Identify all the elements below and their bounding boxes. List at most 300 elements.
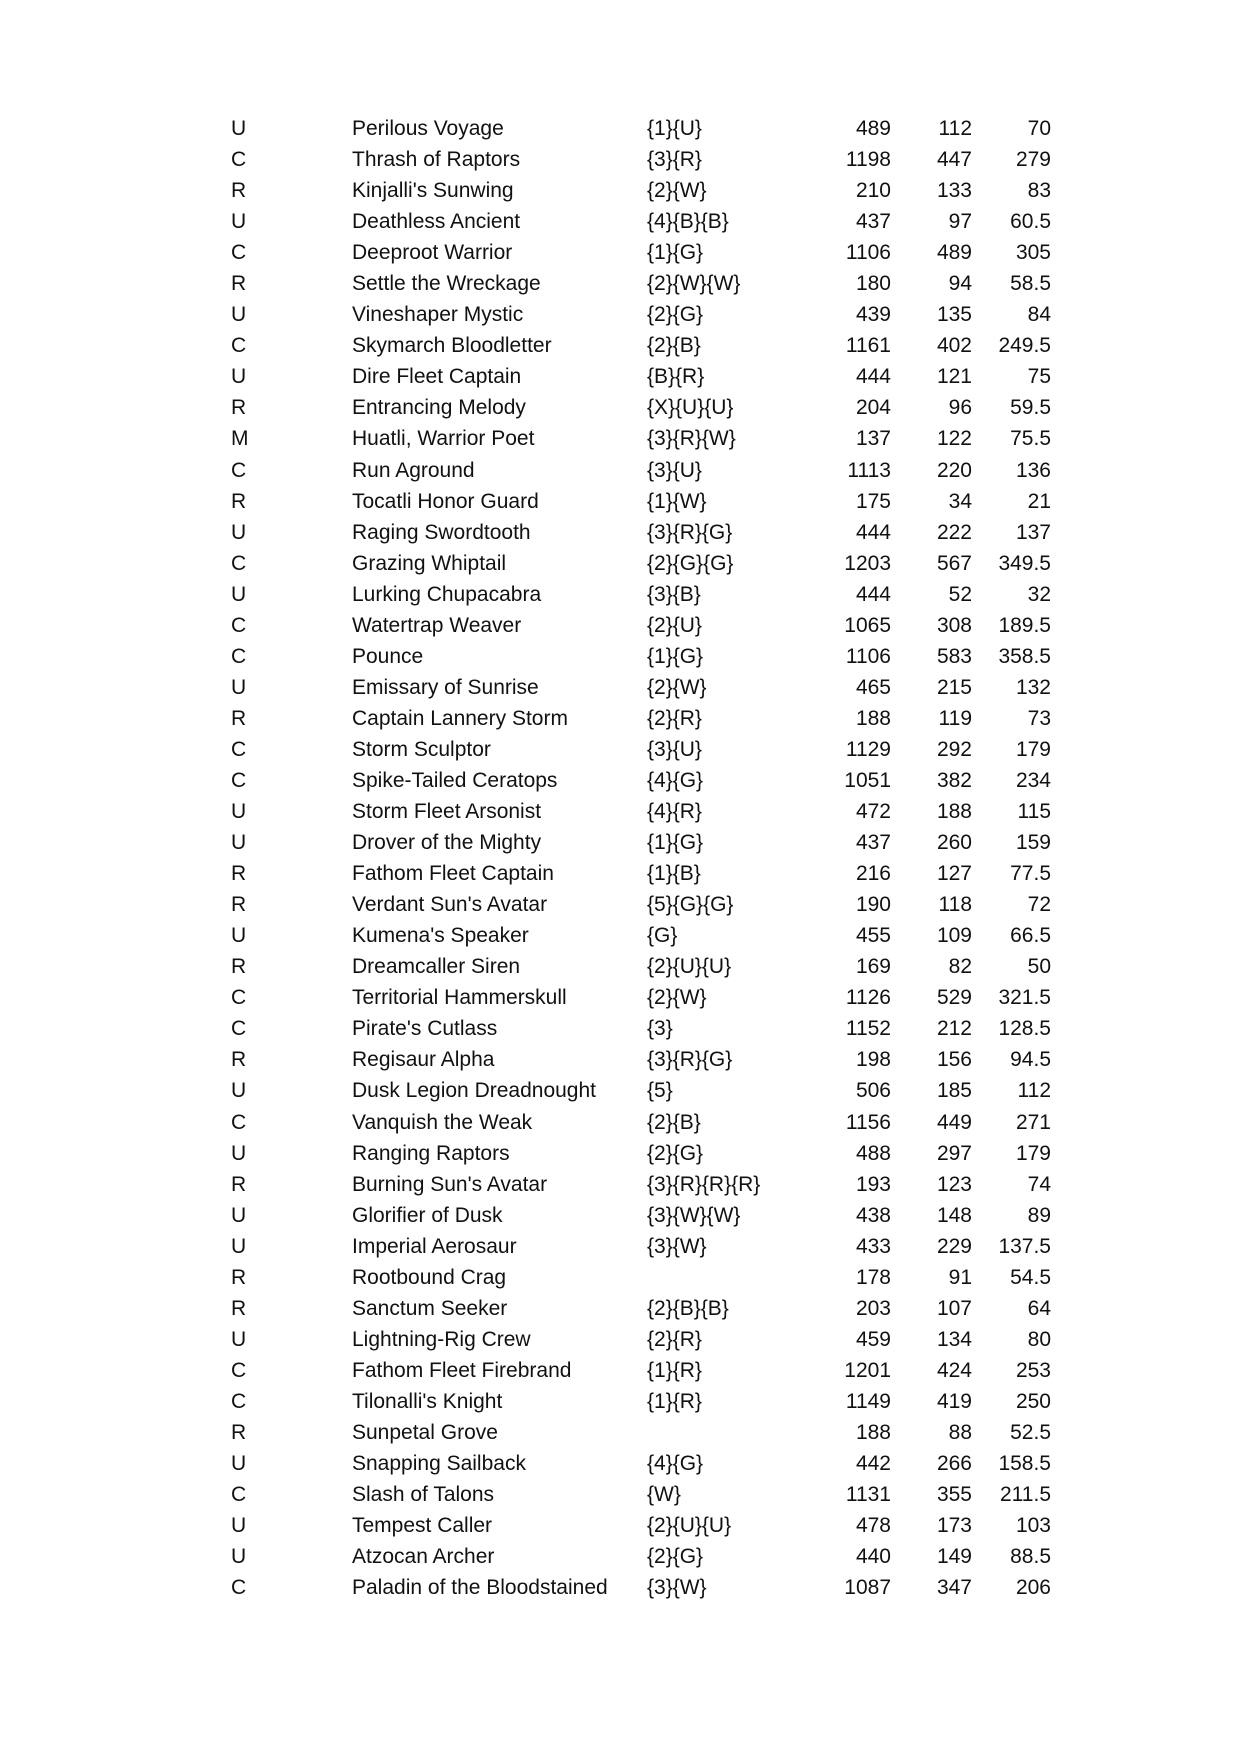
count-cell: 188 [855, 1420, 891, 1444]
score-cell: 402 [936, 334, 972, 358]
count-cell: 198 [855, 1048, 891, 1072]
rarity-cell: U [231, 365, 247, 389]
value-cell: 58.5 [1010, 272, 1051, 296]
score-cell: 133 [936, 179, 972, 203]
score-cell: 156 [936, 1048, 972, 1072]
value-cell: 128.5 [998, 1017, 1051, 1041]
rarity-cell: U [231, 117, 247, 140]
rarity-cell: U [231, 210, 247, 234]
score-cell: 127 [936, 862, 972, 886]
value-cell: 250 [1015, 1389, 1051, 1413]
count-cell: 1156 [845, 1110, 891, 1134]
count-cell: 1065 [844, 613, 891, 637]
score-cell: 96 [948, 396, 972, 420]
rarity-cell: U [231, 1514, 247, 1538]
card-name-cell: Vineshaper Mystic [352, 303, 524, 327]
score-cell: 260 [936, 831, 972, 855]
count-cell: 169 [855, 955, 891, 979]
value-cell: 189.5 [998, 613, 1051, 637]
card-name-cell: Fathom Fleet Captain [352, 862, 554, 886]
mana-cost-cell: {2}{G} [647, 1545, 704, 1569]
value-cell: 94.5 [1010, 1048, 1051, 1072]
count-cell: 1106 [845, 241, 891, 265]
value-cell: 137.5 [998, 1234, 1051, 1258]
rarity-cell: C [231, 1358, 247, 1382]
value-cell: 179 [1015, 737, 1051, 761]
value-cell: 52.5 [1010, 1420, 1051, 1444]
score-cell: 292 [936, 737, 972, 761]
table-row [0, 610, 1241, 641]
score-cell: 583 [936, 644, 972, 668]
card-name-cell: Dire Fleet Captain [352, 365, 522, 389]
value-cell: 70 [1027, 117, 1051, 140]
table-row [0, 734, 1241, 765]
score-cell: 149 [936, 1545, 972, 1569]
rarity-cell: M [231, 427, 249, 451]
count-cell: 433 [855, 1234, 891, 1258]
value-cell: 64 [1027, 1296, 1051, 1320]
rarity-cell: U [231, 1234, 247, 1258]
card-name-cell: Entrancing Melody [352, 396, 526, 420]
table-row [0, 765, 1241, 796]
score-cell: 419 [936, 1389, 972, 1413]
count-cell: 190 [855, 893, 891, 917]
card-name-cell: Pirate's Cutlass [352, 1017, 498, 1041]
score-cell: 220 [936, 458, 972, 482]
count-cell: 203 [855, 1296, 891, 1320]
table-row [0, 951, 1241, 982]
count-cell: 489 [855, 117, 891, 140]
value-cell: 159 [1015, 831, 1051, 855]
rarity-cell: R [231, 1172, 247, 1196]
table-row [0, 330, 1241, 361]
rarity-cell: U [231, 582, 247, 606]
table-row [0, 1200, 1241, 1231]
table-row [0, 1107, 1241, 1138]
score-cell: 188 [936, 800, 972, 824]
card-name-cell: Verdant Sun's Avatar [352, 893, 548, 917]
value-cell: 77.5 [1010, 862, 1051, 886]
value-cell: 32 [1027, 582, 1051, 606]
table-row [0, 206, 1241, 237]
table-row [0, 858, 1241, 889]
rarity-cell: R [231, 706, 247, 730]
table-row [0, 486, 1241, 517]
score-cell: 215 [936, 675, 972, 699]
count-cell: 204 [855, 396, 891, 420]
table-row [0, 1262, 1241, 1293]
mana-cost-cell: {2}{U}{U} [647, 955, 732, 979]
value-cell: 80 [1027, 1327, 1051, 1351]
value-cell: 271 [1015, 1110, 1051, 1134]
card-name-cell: Tempest Caller [352, 1514, 493, 1538]
value-cell: 74 [1027, 1172, 1051, 1196]
card-name-cell: Lurking Chupacabra [352, 582, 542, 606]
table-row [0, 889, 1241, 920]
count-cell: 1152 [845, 1017, 891, 1041]
score-cell: 489 [936, 241, 972, 265]
count-cell: 472 [855, 800, 891, 824]
score-cell: 266 [936, 1452, 972, 1476]
value-cell: 358.5 [998, 644, 1051, 668]
value-cell: 89 [1027, 1203, 1051, 1227]
mana-cost-cell: {3}{U} [647, 458, 702, 482]
card-name-cell: Paladin of the Bloodstained [352, 1576, 608, 1600]
score-cell: 148 [936, 1203, 972, 1227]
count-cell: 1201 [844, 1358, 891, 1382]
table-row [0, 423, 1241, 454]
rarity-cell: C [231, 986, 247, 1010]
score-cell: 34 [948, 489, 972, 513]
value-cell: 50 [1027, 955, 1051, 979]
value-cell: 137 [1015, 520, 1051, 544]
rarity-cell: U [231, 1141, 247, 1165]
value-cell: 158.5 [998, 1452, 1051, 1476]
card-name-cell: Burning Sun's Avatar [352, 1172, 548, 1196]
mana-cost-cell: {2}{U}{U} [647, 1514, 732, 1538]
count-cell: 1203 [844, 551, 891, 575]
mana-cost-cell: {4}{R} [647, 800, 702, 824]
card-name-cell: Storm Fleet Arsonist [352, 800, 542, 824]
table-row [0, 579, 1241, 610]
count-cell: 478 [855, 1514, 891, 1538]
mana-cost-cell: {3}{W}{W} [647, 1203, 741, 1227]
score-cell: 173 [936, 1514, 972, 1538]
table-row [0, 517, 1241, 548]
value-cell: 321.5 [998, 986, 1051, 1010]
mana-cost-cell: {1}{G} [647, 644, 704, 668]
count-cell: 506 [855, 1079, 891, 1103]
value-cell: 132 [1015, 675, 1051, 699]
value-cell: 84 [1027, 303, 1051, 327]
mana-cost-cell: {2}{U} [647, 613, 702, 637]
rarity-cell: C [231, 334, 247, 358]
rarity-cell: R [231, 179, 247, 203]
card-name-cell: Kumena's Speaker [352, 924, 529, 948]
mana-cost-cell: {2}{W} [647, 675, 707, 699]
value-cell: 253 [1015, 1358, 1051, 1382]
rarity-cell: U [231, 924, 247, 948]
card-name-cell: Glorifier of Dusk [352, 1203, 503, 1227]
score-cell: 355 [936, 1483, 972, 1507]
value-cell: 88.5 [1010, 1545, 1051, 1569]
rarity-cell: C [231, 1110, 247, 1134]
rarity-cell: R [231, 1420, 247, 1444]
card-name-cell: Run Aground [352, 458, 475, 482]
mana-cost-cell: {2}{G} [647, 1141, 704, 1165]
mana-cost-cell: {4}{B}{B} [647, 210, 729, 234]
table-row [0, 1572, 1241, 1603]
value-cell: 72 [1027, 893, 1051, 917]
mana-cost-cell: {2}{B} [647, 1110, 701, 1134]
mana-cost-cell: {3} [647, 1017, 673, 1041]
count-cell: 1106 [845, 644, 891, 668]
mana-cost-cell: {3}{R}{R}{R} [647, 1172, 761, 1196]
card-name-cell: Deathless Ancient [352, 210, 521, 234]
rarity-cell: R [231, 396, 247, 420]
table-row [0, 144, 1241, 175]
card-name-cell: Sunpetal Grove [352, 1420, 498, 1444]
count-cell: 1161 [845, 334, 891, 358]
table-row [0, 361, 1241, 392]
card-table [0, 113, 1241, 1603]
score-cell: 135 [936, 303, 972, 327]
rarity-cell: C [231, 768, 247, 792]
score-cell: 118 [938, 893, 972, 917]
card-name-cell: Rootbound Crag [352, 1265, 507, 1289]
score-cell: 112 [938, 117, 972, 140]
rarity-cell: U [231, 831, 247, 855]
rarity-cell: R [231, 955, 247, 979]
value-cell: 59.5 [1010, 396, 1051, 420]
value-cell: 103 [1015, 1514, 1051, 1538]
score-cell: 449 [936, 1110, 972, 1134]
card-name-cell: Huatli, Warrior Poet [352, 427, 535, 451]
mana-cost-cell: {3}{W} [647, 1234, 707, 1258]
table-row [0, 268, 1241, 299]
score-cell: 567 [936, 551, 972, 575]
rarity-cell: R [231, 893, 247, 917]
card-name-cell: Imperial Aerosaur [352, 1234, 517, 1258]
count-cell: 438 [855, 1203, 891, 1227]
rarity-cell: U [231, 1452, 247, 1476]
count-cell: 437 [855, 210, 891, 234]
score-cell: 88 [948, 1420, 972, 1444]
rarity-cell: C [231, 644, 247, 668]
score-cell: 119 [938, 706, 972, 730]
mana-cost-cell: {1}{B} [647, 862, 701, 886]
table-row [0, 1324, 1241, 1355]
rarity-cell: R [231, 1265, 247, 1289]
value-cell: 75 [1027, 365, 1051, 389]
table-row [0, 1479, 1241, 1510]
mana-cost-cell: {4}{G} [647, 768, 704, 792]
card-name-cell: Lightning-Rig Crew [352, 1327, 531, 1351]
table-row [0, 982, 1241, 1013]
count-cell: 1051 [844, 768, 891, 792]
card-name-cell: Atzocan Archer [352, 1545, 495, 1569]
count-cell: 210 [855, 179, 891, 203]
mana-cost-cell: {G} [647, 924, 678, 948]
card-name-cell: Grazing Whiptail [352, 551, 507, 575]
count-cell: 455 [855, 924, 891, 948]
score-cell: 185 [936, 1079, 972, 1103]
value-cell: 305 [1015, 241, 1051, 265]
table-row [0, 1417, 1241, 1448]
card-name-cell: Storm Sculptor [352, 737, 491, 761]
score-cell: 308 [936, 613, 972, 637]
table-row [0, 113, 1241, 144]
mana-cost-cell: {W} [647, 1483, 681, 1507]
mana-cost-cell: {2}{W}{W} [647, 272, 741, 296]
card-name-cell: Drover of the Mighty [352, 831, 542, 855]
value-cell: 234 [1015, 768, 1051, 792]
count-cell: 175 [855, 489, 891, 513]
score-cell: 297 [936, 1141, 972, 1165]
value-cell: 249.5 [998, 334, 1051, 358]
mana-cost-cell: {2}{W} [647, 986, 707, 1010]
table-row [0, 703, 1241, 734]
table-row [0, 827, 1241, 858]
mana-cost-cell: {3}{R}{W} [647, 427, 736, 451]
card-name-cell: Sanctum Seeker [352, 1296, 508, 1320]
count-cell: 180 [855, 272, 891, 296]
table-row [0, 1386, 1241, 1417]
card-name-cell: Deeproot Warrior [352, 241, 513, 265]
count-cell: 1149 [845, 1389, 891, 1413]
table-row [0, 1169, 1241, 1200]
card-name-cell: Emissary of Sunrise [352, 675, 539, 699]
value-cell: 83 [1027, 179, 1051, 203]
mana-cost-cell: {5}{G}{G} [647, 893, 734, 917]
table-row [0, 1075, 1241, 1106]
mana-cost-cell: {1}{R} [647, 1389, 702, 1413]
rarity-cell: C [231, 737, 247, 761]
score-cell: 123 [936, 1172, 972, 1196]
count-cell: 1131 [845, 1483, 891, 1507]
table-row [0, 920, 1241, 951]
card-name-cell: Kinjalli's Sunwing [352, 179, 514, 203]
score-cell: 529 [936, 986, 972, 1010]
mana-cost-cell: {3}{W} [647, 1576, 707, 1600]
mana-cost-cell: {2}{R} [647, 706, 702, 730]
mana-cost-cell: {2}{B}{B} [647, 1296, 729, 1320]
value-cell: 136 [1015, 458, 1051, 482]
card-name-cell: Tocatli Honor Guard [352, 489, 539, 513]
rarity-cell: C [231, 241, 247, 265]
table-row [0, 455, 1241, 486]
table-row [0, 392, 1241, 423]
card-name-cell: Thrash of Raptors [352, 148, 521, 172]
value-cell: 73 [1027, 706, 1051, 730]
value-cell: 66.5 [1010, 924, 1051, 948]
value-cell: 115 [1017, 800, 1051, 824]
card-name-cell: Vanquish the Weak [352, 1110, 533, 1134]
score-cell: 97 [948, 210, 972, 234]
rarity-cell: C [231, 148, 247, 172]
count-cell: 178 [855, 1265, 891, 1289]
score-cell: 82 [948, 955, 972, 979]
table-row [0, 299, 1241, 330]
card-name-cell: Raging Swordtooth [352, 520, 531, 544]
mana-cost-cell: {3}{U} [647, 737, 702, 761]
table-row [0, 1013, 1241, 1044]
card-name-cell: Spike-Tailed Ceratops [352, 768, 558, 792]
value-cell: 112 [1017, 1079, 1051, 1103]
mana-cost-cell: {B}{R} [647, 365, 705, 389]
count-cell: 444 [855, 520, 891, 544]
score-cell: 424 [936, 1358, 972, 1382]
rarity-cell: R [231, 1296, 247, 1320]
rarity-cell: R [231, 489, 247, 513]
table-row [0, 237, 1241, 268]
count-cell: 1113 [847, 458, 891, 482]
score-cell: 91 [948, 1265, 972, 1289]
count-cell: 459 [855, 1327, 891, 1351]
rarity-cell: U [231, 1545, 247, 1569]
mana-cost-cell: {2}{R} [647, 1327, 702, 1351]
count-cell: 444 [855, 582, 891, 606]
card-name-cell: Perilous Voyage [352, 117, 504, 140]
score-cell: 94 [948, 272, 972, 296]
score-cell: 229 [936, 1234, 972, 1258]
card-name-cell: Pounce [352, 644, 424, 668]
rarity-cell: C [231, 551, 247, 575]
rarity-cell: R [231, 272, 247, 296]
table-row [0, 796, 1241, 827]
score-cell: 121 [936, 365, 972, 389]
count-cell: 137 [855, 427, 891, 451]
card-name-cell: Snapping Sailback [352, 1452, 526, 1476]
score-cell: 52 [948, 582, 972, 606]
mana-cost-cell: {2}{G} [647, 303, 704, 327]
rarity-cell: U [231, 800, 247, 824]
table-row [0, 641, 1241, 672]
rarity-cell: C [231, 1389, 247, 1413]
rarity-cell: C [231, 1017, 247, 1041]
value-cell: 211.5 [1000, 1483, 1051, 1507]
rarity-cell: C [231, 1576, 247, 1600]
card-name-cell: Dreamcaller Siren [352, 955, 521, 979]
rarity-cell: U [231, 1079, 247, 1103]
mana-cost-cell: {2}{W} [647, 179, 707, 203]
count-cell: 188 [855, 706, 891, 730]
card-name-cell: Captain Lannery Storm [352, 706, 568, 730]
value-cell: 75.5 [1010, 427, 1051, 451]
count-cell: 1129 [845, 737, 891, 761]
card-name-cell: Ranging Raptors [352, 1141, 510, 1165]
table-row [0, 1231, 1241, 1262]
rarity-cell: C [231, 613, 247, 637]
count-cell: 442 [855, 1452, 891, 1476]
rarity-cell: R [231, 1048, 247, 1072]
value-cell: 279 [1015, 148, 1051, 172]
table-row [0, 1293, 1241, 1324]
table-row [0, 1448, 1241, 1479]
mana-cost-cell: {3}{R} [647, 148, 702, 172]
rarity-cell: C [231, 1483, 247, 1507]
mana-cost-cell: {X}{U}{U} [647, 396, 734, 420]
count-cell: 444 [855, 365, 891, 389]
count-cell: 437 [855, 831, 891, 855]
score-cell: 109 [936, 924, 972, 948]
rarity-cell: R [231, 862, 247, 886]
table-row [0, 1510, 1241, 1541]
card-name-cell: Skymarch Bloodletter [352, 334, 552, 358]
mana-cost-cell: {1}{G} [647, 831, 704, 855]
mana-cost-cell: {3}{R}{G} [647, 520, 733, 544]
mana-cost-cell: {1}{R} [647, 1358, 702, 1382]
rarity-cell: U [231, 1203, 247, 1227]
count-cell: 193 [855, 1172, 891, 1196]
count-cell: 216 [855, 862, 891, 886]
table-row [0, 1138, 1241, 1169]
value-cell: 60.5 [1010, 210, 1051, 234]
count-cell: 1126 [845, 986, 891, 1010]
value-cell: 21 [1027, 489, 1051, 513]
mana-cost-cell: {5} [647, 1079, 673, 1103]
value-cell: 349.5 [998, 551, 1051, 575]
mana-cost-cell: {1}{W} [647, 489, 707, 513]
mana-cost-cell: {4}{G} [647, 1452, 704, 1476]
rarity-cell: U [231, 675, 247, 699]
card-name-cell: Regisaur Alpha [352, 1048, 495, 1072]
rarity-cell: U [231, 1327, 247, 1351]
count-cell: 488 [855, 1141, 891, 1165]
count-cell: 1198 [845, 148, 891, 172]
count-cell: 1087 [844, 1576, 891, 1600]
score-cell: 134 [936, 1327, 972, 1351]
